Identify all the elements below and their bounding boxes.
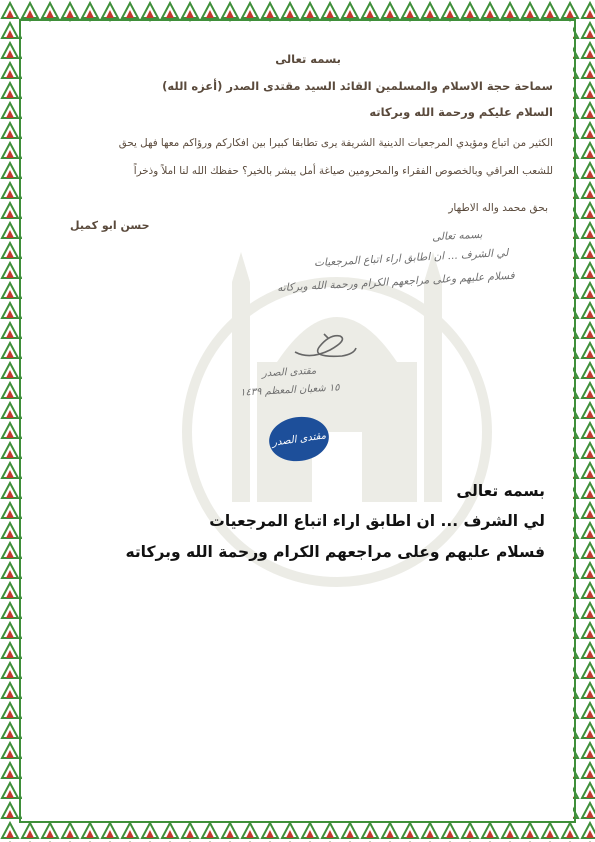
- transcription-line-2: لي الشرف ... ان اطابق اراء اتباع المرجعيات: [209, 512, 545, 530]
- handwritten-reply-line-2: لي الشرف ... ان اطابق اراء اتباع المرجعيات: [313, 246, 509, 270]
- letter-greeting: السلام عليكم ورحمة الله وبركاته: [369, 105, 553, 119]
- signature-scribble-icon: [290, 330, 360, 366]
- letter-body-line-3: بحق محمد واله الاطهار: [448, 202, 548, 214]
- letter-page: [22, 22, 573, 820]
- letter-addressee: سماحة حجة الاسلام والمسلمين القائد السيد مقتدى الصدر (أعزه الله): [162, 79, 553, 93]
- letter-body-line-1: الكثير من اتباع ومؤيدي المرجعيات الدينية الشريفة يرى تطابقا كبيرا بين افكاركم ورؤاكم معها فهل يحق: [118, 137, 553, 149]
- transcription-line-1: بسمه تعالى: [456, 482, 545, 500]
- letter-heading: بسمه تعالى: [275, 52, 341, 66]
- handwritten-date: ١٥ شعبان المعظم ١٤٣٩: [239, 382, 340, 399]
- handwritten-reply-line-3: فسلام عليهم وعلى مراجعهم الكرام ورحمة الله وبركاته: [276, 269, 515, 295]
- handwritten-signer-name: مقتدى الصدر: [261, 365, 317, 380]
- transcription-line-3: فسلام عليهم وعلى مراجعهم الكرام ورحمة الله وبركاته: [125, 543, 545, 561]
- seal-text: مقتدى الصدر: [271, 429, 327, 449]
- letter-signature: حسن ابو كميل: [70, 219, 150, 232]
- handwritten-reply-line-1: بسمه تعالى: [431, 228, 483, 244]
- letter-body-line-2: للشعب العراقي وبالخصوص الفقراء والمحرومين صياغة أمل يبشر بالخير؟ حفظك الله لنا املاً وذخراً: [133, 165, 553, 177]
